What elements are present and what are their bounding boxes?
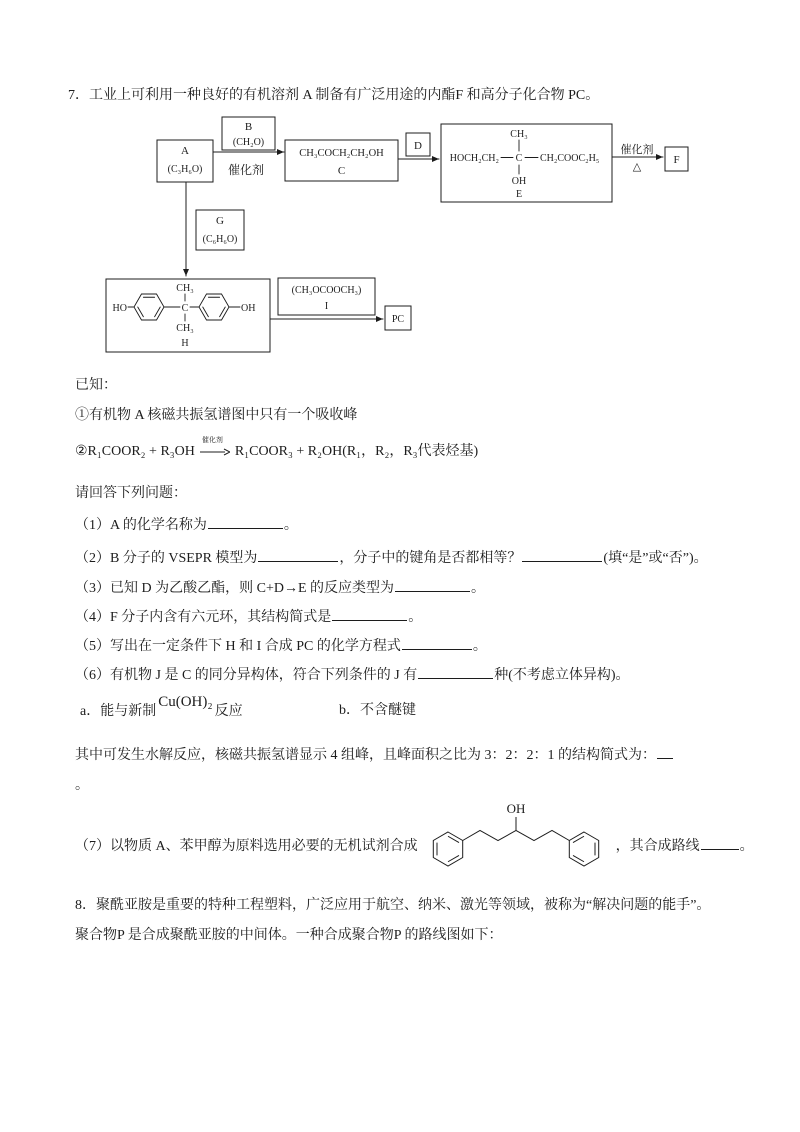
catalyst-label-ac: 催化剂 <box>227 163 265 177</box>
compound-b-box <box>222 117 275 150</box>
sub-question-6-follow-end: 。 <box>75 778 89 793</box>
sub-question-5-text: （5）写出在一定条件下 H 和 I 合成 PC 的化学方程式 <box>75 639 401 654</box>
condition-b: b．不含醚键 <box>339 703 416 718</box>
sub-question-6-text: （6）有机物 J 是 C 的同分异构体，符合下列条件的 J 有 <box>75 668 418 683</box>
sub-question-5 <box>75 634 487 657</box>
sub-question-2 <box>75 546 708 569</box>
answer-blank <box>332 605 407 621</box>
questions-prompt: 请回答下列问题： <box>75 486 187 501</box>
answer-blank <box>258 546 338 562</box>
compound-g-box <box>196 210 244 250</box>
compound-b-formula: (CH₂O) <box>232 137 265 148</box>
compound-i-box <box>278 278 375 315</box>
sub-question-2-end: (填“是”或“否”)。 <box>603 551 708 566</box>
compound-h-box <box>106 279 270 352</box>
compound-e-hydroxyl: OH <box>511 176 527 187</box>
target-molecule-structure <box>422 800 612 872</box>
benzene-ring-icon <box>433 832 462 866</box>
answer-blank <box>522 546 602 562</box>
sub-question-1-text: （1）A 的化学名称为 <box>75 518 207 533</box>
compound-c-box <box>285 140 398 181</box>
sub-question-7-text-end: ，其合成路线 <box>615 839 700 854</box>
sub-question-6-follow-text: 其中可发生水解反应，核磁共振氢谱显示 4 组峰，且峰面积之比为 3：2：2：1 的结构简式为： <box>75 748 656 763</box>
compound-c-formula: CH₃COCH₂CH₂OH <box>299 148 384 159</box>
sub-question-7-end: 。 <box>739 839 754 854</box>
compound-e-methyl: CH₃ <box>510 129 528 140</box>
compound-h-methyl-top: CH₃ <box>176 283 194 294</box>
question-7-stem: 7．工业上可利用一种良好的有机溶剂 A 制备有广泛用途的内酯F 和高分子化合物 PC。 <box>68 88 600 103</box>
answer-blank <box>418 663 493 679</box>
sub-question-3-end: 。 <box>471 581 486 596</box>
compound-h-methyl-bottom: CH₃ <box>176 323 194 334</box>
compound-e-left-chain: HOCH₂CH₂ <box>449 153 499 164</box>
sub-question-5-end: 。 <box>472 639 487 654</box>
compound-h-label: H <box>181 338 189 349</box>
compound-f-label: F <box>673 154 680 166</box>
compound-a-formula: (C₃H₆O) <box>167 164 203 175</box>
answer-blank <box>657 743 673 759</box>
sub-question-1-end: 。 <box>283 518 298 533</box>
sub-question-6-follow <box>75 743 674 766</box>
compound-i-label: I <box>324 301 329 312</box>
known-item-2 <box>75 435 479 462</box>
compound-i-formula: (CH₃OCOOCH₃) <box>291 285 362 296</box>
sub-question-7-tail <box>616 834 754 857</box>
sub-question-7-text: （7）以物质 A、苯甲醇为原料选用必要的无机试剂合成 <box>75 839 418 854</box>
reaction-arrow-icon <box>200 435 230 458</box>
compound-h-center-carbon: C <box>181 303 189 314</box>
sub-question-7 <box>75 800 754 872</box>
compound-g-label: G <box>216 215 224 227</box>
compound-e-center-carbon: C <box>515 153 523 164</box>
compound-pc-box <box>385 306 411 330</box>
compound-e-label: E <box>515 189 523 200</box>
compound-c-label: C <box>337 165 346 177</box>
condition-a-reagent: Cu(OH)₂ <box>158 694 213 710</box>
answer-blank <box>402 634 472 650</box>
compound-b-label: B <box>244 121 253 133</box>
sub-question-3 <box>75 576 485 599</box>
sub-question-4-end: 。 <box>408 610 423 625</box>
sub-question-4-text: （4）F 分子内含有六元环，其结构简式是 <box>75 610 332 625</box>
compound-f-box <box>665 147 688 171</box>
compound-e-right-chain: CH₂COOC₂H₅ <box>540 153 600 164</box>
question-8-line-2: 聚合物P 是合成聚酰亚胺的中间体。一种合成聚合物P 的路线图如下： <box>75 928 503 943</box>
condition-a-text: a．能与新制 <box>80 704 157 719</box>
benzene-ring-icon <box>199 294 229 320</box>
benzene-ring-icon <box>569 832 598 866</box>
compound-h-hydroxyl-right: OH <box>241 303 256 314</box>
sub-question-2-text-mid: ，分子中的键角是否都相等？ <box>339 551 522 566</box>
sub-question-2-text: （2）B 分子的 VSEPR 模型为 <box>75 551 258 566</box>
answer-blank <box>395 576 470 592</box>
compound-a-box <box>157 140 213 182</box>
condition-a-end: 反应 <box>214 704 243 719</box>
compound-h-hydroxyl-left: HO <box>112 303 127 314</box>
answer-blank <box>701 834 739 850</box>
condition-a <box>80 694 243 722</box>
compound-pc-label: PC <box>391 314 405 325</box>
known-item-1: ①有机物 A 核磁共振氢谱图中只有一个吸收峰 <box>75 408 358 423</box>
compound-a-label: A <box>181 145 189 157</box>
sub-question-6-end: 种(不考虑立体异构)。 <box>494 668 630 683</box>
answer-blank <box>208 513 283 529</box>
known-item-2-products: R₁COOR₃ + R₂OH(R₁，R₂，R₃代表烃基) <box>234 444 479 459</box>
sub-question-1 <box>75 513 298 536</box>
carbon-chain <box>462 831 569 841</box>
sub-question-4 <box>75 605 422 628</box>
catalyst-label-ef: 催化剂 <box>620 144 654 156</box>
known-item-2-reactants: ②R₁COOR₂ + R₃OH <box>75 444 195 459</box>
compound-e-box <box>441 124 612 202</box>
reaction-arrow-label: 催化剂 <box>201 435 223 444</box>
compound-d-label: D <box>414 140 422 152</box>
synthesis-scheme <box>0 100 800 360</box>
sub-question-3-text: （3）已知 D 为乙酸乙酯，则 C+D→E 的反应类型为 <box>75 581 395 596</box>
heat-icon: △ <box>632 161 642 173</box>
compound-d-box <box>406 133 430 156</box>
compound-g-formula: (C₆H₆O) <box>202 234 238 245</box>
sub-question-6 <box>75 663 630 686</box>
hydroxyl-label: OH <box>506 801 525 816</box>
benzene-ring-icon <box>134 294 164 320</box>
arrow-right-icon <box>200 447 230 457</box>
known-heading: 已知： <box>75 378 117 393</box>
question-8-line-1: 8．聚酰亚胺是重要的特种工程塑料，广泛应用于航空、纳米、激光等领域，被称为“解决问题的能手”。 <box>75 898 711 913</box>
